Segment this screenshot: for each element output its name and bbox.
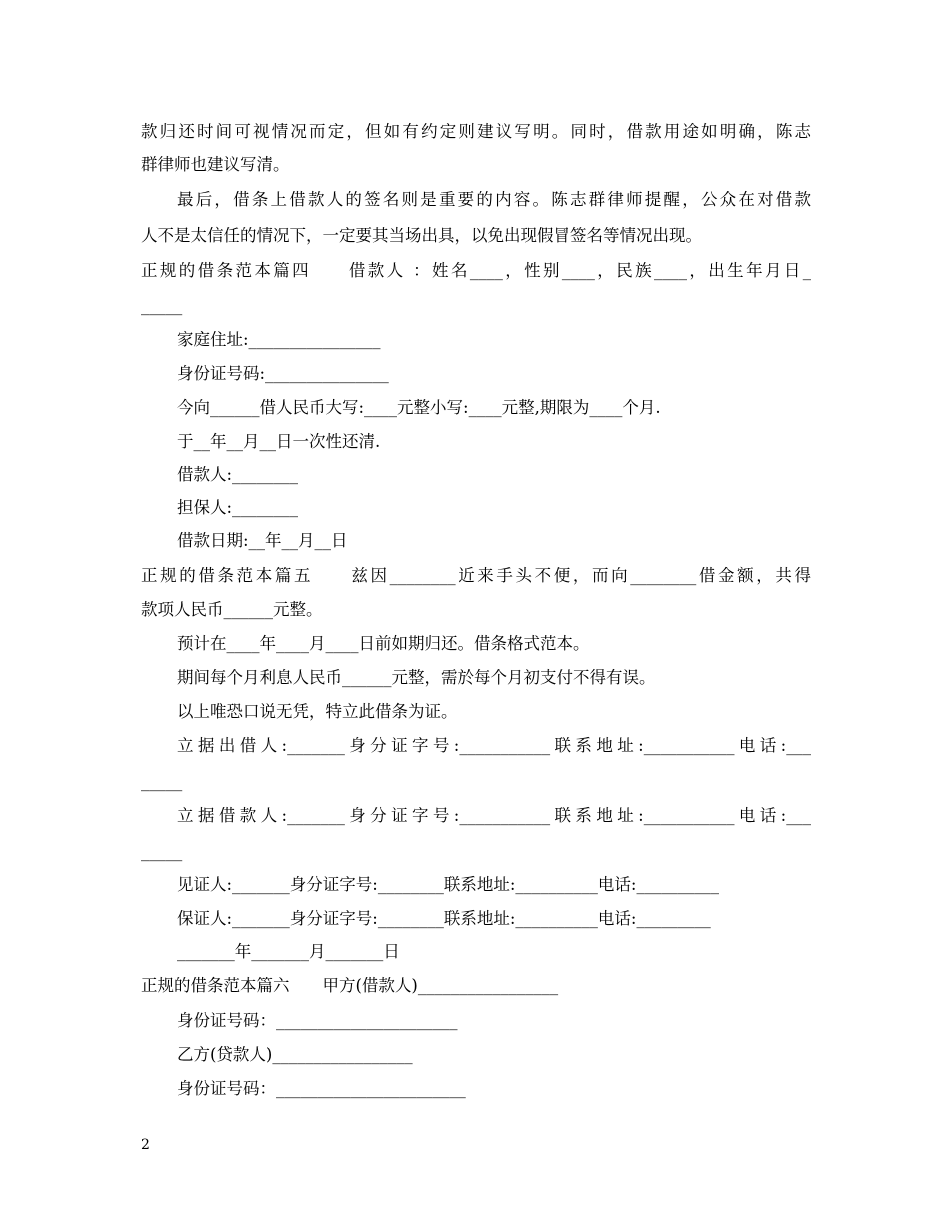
text-line: _____ (141, 842, 183, 861)
text-line: 款项人民币______元整。 (141, 600, 323, 619)
text-line: 于__年__月__日一次性还清. (177, 432, 381, 451)
text-line: 身份证号码：_______________________ (177, 1079, 466, 1098)
text-line: 人不是太信任的情况下，一定要其当场出具，以免出现假冒签名等情况出现。 (141, 226, 702, 245)
text-line: 立据出借人:_______身分证字号:___________联系地址:___________电话:___ (177, 736, 811, 755)
text-line: 以上唯恐口说无凭，特立此借条为证。 (177, 702, 458, 721)
text-line: 借款日期:__年__月__日 (177, 531, 348, 550)
text-line: 担保人:________ (177, 498, 299, 517)
section-heading-line: 正规的借条范本篇五 兹因________近来手头不便，而向________借金额，共得 (141, 566, 811, 585)
text-line: 款归还时间可视情况而定，但如有约定则建议写明。同时，借款用途如明确，陈志 (141, 122, 811, 141)
text-line: 家庭住址:________________ (177, 330, 381, 349)
text-line: _____ (141, 772, 183, 791)
text-line: 预计在____年____月____日前如期归还。借条格式范本。 (177, 634, 590, 653)
text-line: 群律师也建议写清。 (141, 155, 290, 174)
text-line: 身份证号码:_______________ (177, 364, 389, 383)
text-line: 身份证号码：______________________ (177, 1011, 458, 1030)
text-line: 借款人:________ (177, 465, 299, 484)
text-line: 今向______借人民币大写:____元整小写:____元整,期限为____个月. (177, 398, 661, 417)
text-line: 期间每个月利息人民币______元整，需於每个月初支付不得有误。 (177, 668, 656, 687)
text-line: _____ (141, 296, 183, 315)
text-line: _______年_______月_______日 (177, 942, 400, 961)
text-line: 乙方(贷款人)_________________ (177, 1045, 413, 1064)
text-line: 立据借款人:_______身分证字号:___________联系地址:___________电话:___ (177, 806, 811, 825)
text-line: 见证人:_______身分证字号:________联系地址:__________电话:__________ (177, 875, 719, 894)
text-line: 保证人:_______身分证字号:________联系地址:__________电话:_________ (177, 909, 711, 928)
page-number: 2 (141, 1137, 150, 1153)
section-heading-line: 正规的借条范本篇六 甲方(借款人)_________________ (141, 976, 559, 995)
section-heading-line: 正规的借条范本篇四 借款人 ：姓名____，性别____，民族____，出生年月日_ (141, 261, 811, 280)
text-line: 最后，借条上借款人的签名则是重要的内容。陈志群律师提醒，公众在对借款 (177, 190, 811, 209)
